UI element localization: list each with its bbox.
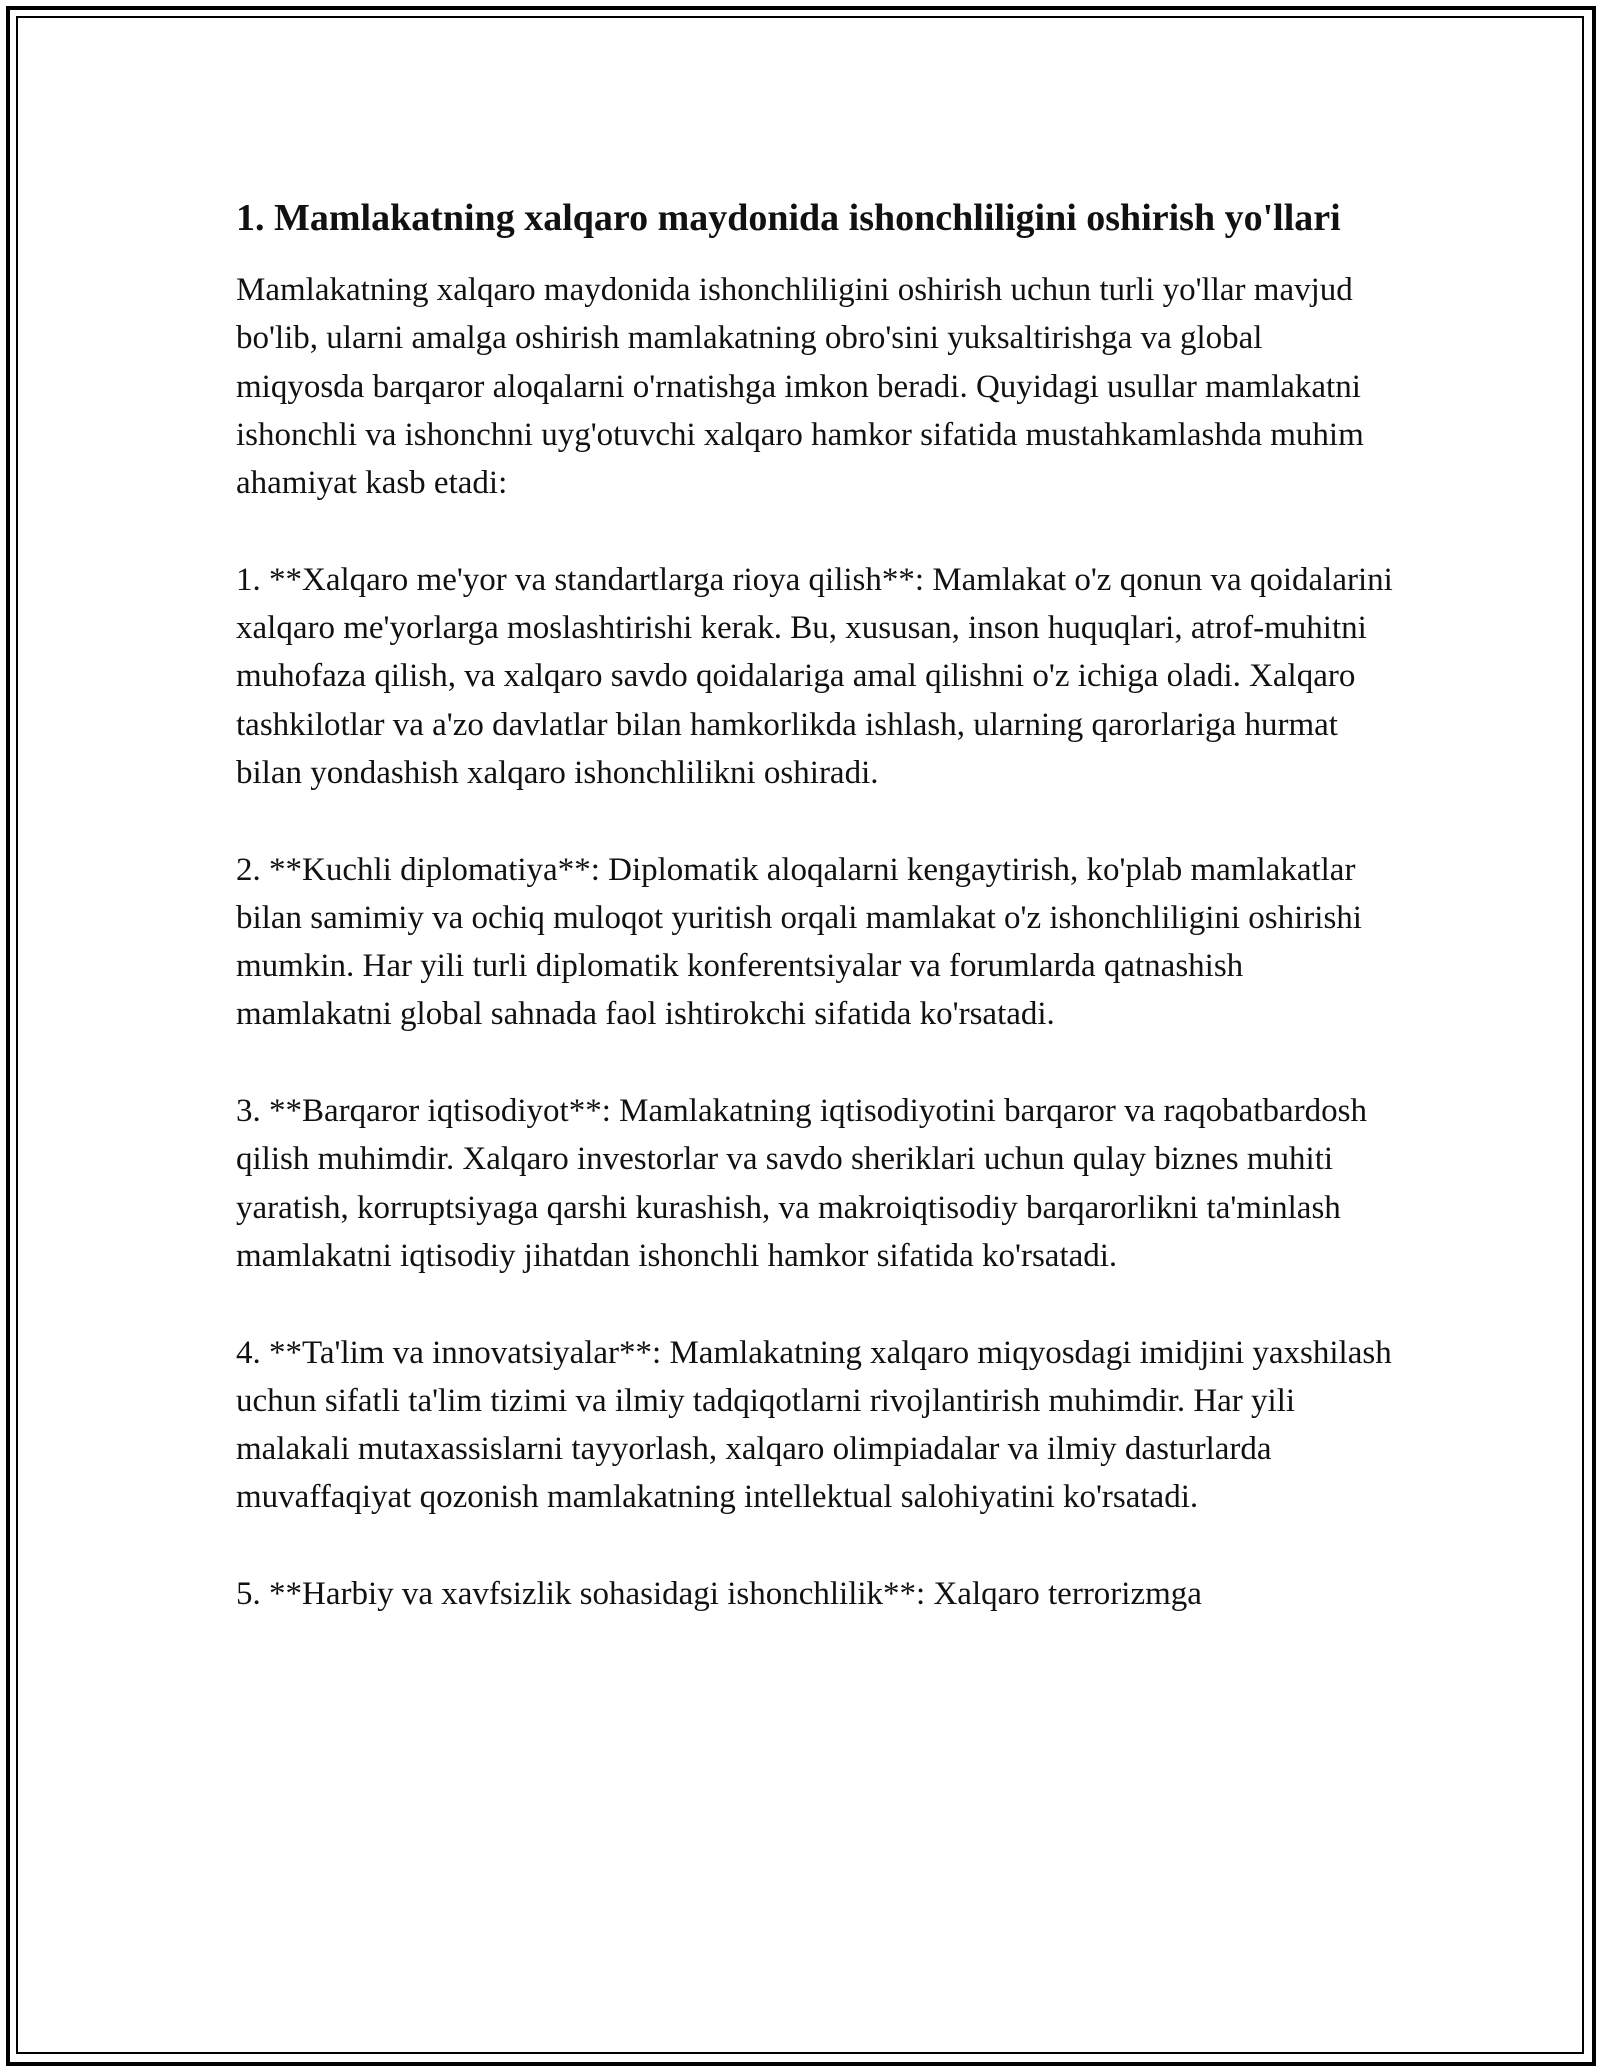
list-item-2: 2. **Kuchli diplomatiya**: Diplomatik aloqalarni kengaytirish, ko'plab mamlakatlar bilan samimiy va ochiq muloqot yuritish orqali mamlakat o'z ishonchliligini oshirishi mumkin. Har yili turli diplomatik konferentsiyalar va forumlarda qatnashish mamlakatni global sahnada faol ishtirokchi sifatida ko'rsatadi. bbox=[236, 851, 1362, 1033]
list-item-5: 5. **Harbiy va xavfsizlik sohasidagi ishonchlilik**: Xalqaro terrorizmga bbox=[236, 1576, 1202, 1613]
list-item-1: 1. **Xalqaro me'yor va standartlarga rioya qilish**: Mamlakat o'z qonun va qoidalarini xalqaro me'yorlarga moslashtirishi kerak. Bu, xususan, inson huquqlari, atrof-muhitni muhofaza qilish, va xalqaro savdo qoidalariga amal qilishni o'z ichiga oladi. Xalqaro tashkilotlar va a'zo davlatlar bilan hamkorlikda ishlash, ularning qarorlariga hurmat bilan yondashish xalqaro ishonchlilikni oshiradi. bbox=[236, 561, 1393, 791]
list-item-4: 4. **Ta'lim va innovatsiyalar**: Mamlakatning xalqaro miqyosdagi imidjini yaxshilash uchun sifatli ta'lim tizimi va ilmiy tadqiqotlarni rivojlantirish muhimdir. Har yili malakali mutaxassislarni tayyorlash, xalqaro olimpiadalar va ilmiy dasturlarda muvaffaqiyat qozonish mamlakatning intellektual salohiyatini ko'rsatadi. bbox=[236, 1334, 1392, 1516]
document-body bbox=[236, 190, 1396, 1618]
document-title: 1. Mamlakatning xalqaro maydonida ishonchliligini oshirish yo'llari bbox=[236, 197, 1341, 239]
list-item-3: 3. **Barqaror iqtisodiyot**: Mamlakatning iqtisodiyotini barqaror va raqobatbardosh qilish muhimdir. Xalqaro investorlar va savdo sheriklari uchun qulay biznes muhiti yaratish, korruptsiyaga qarshi kurashish, va makroiqtisodiy barqarorlikni ta'minlash mamlakatni iqtisodiy jihatdan ishonchli hamkor sifatida ko'rsatadi. bbox=[236, 1093, 1367, 1274]
intro-paragraph: Mamlakatning xalqaro maydonida ishonchliligini oshirish uchun turli yo'llar mavjud bo'lib, ularni amalga oshirish mamlakatning obro'sini yuksaltirishga va global miqyosda barqaror aloqalarni o'rnatishga imkon beradi. Quyidagi usullar mamlakatni ishonchli va ishonchni uyg'otuvchi xalqaro hamkor sifatida mustahkamlashda muhim ahamiyat kasb etadi: bbox=[236, 272, 1364, 502]
